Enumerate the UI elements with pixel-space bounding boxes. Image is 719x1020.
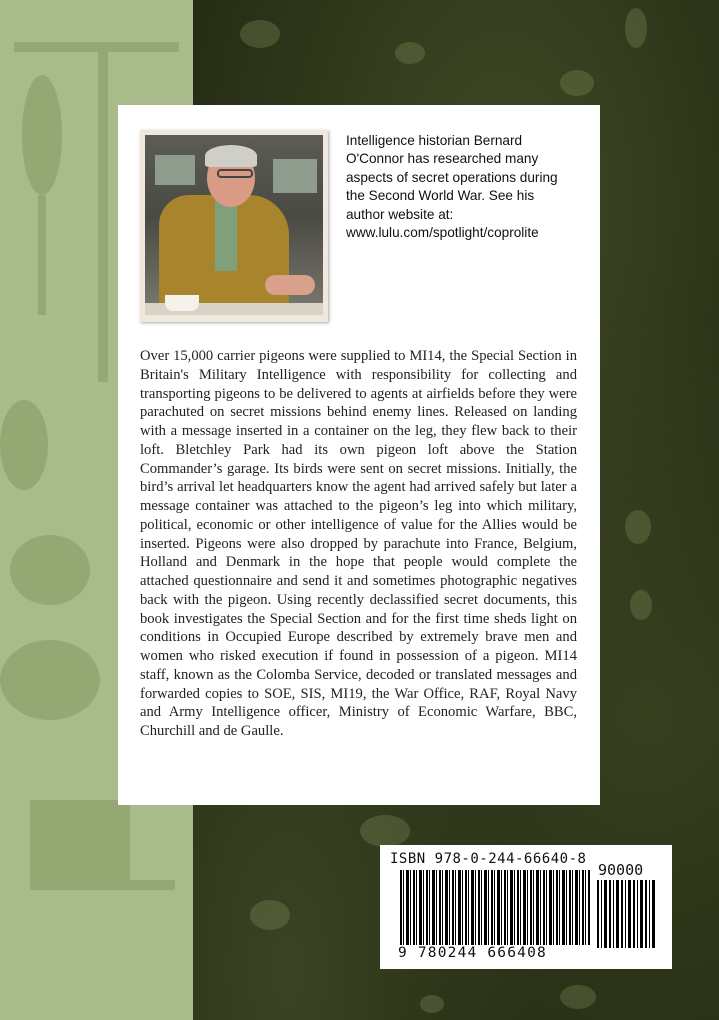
sign-board-decoration (30, 800, 130, 890)
photo-glasses (217, 169, 253, 178)
ean-digits: 9 780244 666408 (398, 945, 590, 961)
author-bio: Intelligence historian Bernard O'Connor has researched many aspects of secret operations during the Second World War. See his author website at: www.lulu.com/spotlight/coprolite (346, 133, 558, 241)
background-speck (560, 985, 596, 1009)
photo-hair (205, 145, 257, 167)
rake-handle-decoration (98, 52, 108, 382)
price-barcode-bars (597, 880, 655, 948)
background-speck (420, 995, 444, 1013)
author-photo (140, 130, 328, 322)
background-speck (625, 8, 647, 48)
photo-background-window (273, 159, 317, 193)
background-speck (560, 70, 594, 96)
butterfly-decoration (0, 640, 100, 720)
leaf-decoration (10, 535, 90, 605)
screwdriver-shaft-decoration (38, 195, 46, 315)
photo-shirt (215, 201, 237, 271)
beetle-decoration (0, 400, 48, 490)
background-speck (395, 42, 425, 64)
price-code: 90000 (598, 861, 644, 879)
author-photo-image (145, 135, 323, 315)
background-speck (630, 590, 652, 620)
ladder-decoration (115, 880, 175, 890)
screwdriver-handle-decoration (22, 75, 62, 195)
photo-cup (165, 295, 199, 311)
background-speck (625, 510, 651, 544)
isbn-text: ISBN 978-0-244-66640-8 (390, 851, 587, 867)
rake-head-decoration (14, 42, 179, 52)
background-speck (240, 20, 280, 48)
ean-barcode-bars (400, 870, 590, 948)
background-speck (250, 900, 290, 930)
book-blurb: Over 15,000 carrier pigeons were supplied to MI14, the Special Section in Britain's Military Intelligence with responsibility for collecting and transporting pigeons to be delivered to agents at airfields before they were parachuted on secret missions behind enemy lines. Released on landing with a message inserted in a container on the leg, they flew back to their loft. Bletchley Park had its own pigeon loft above the Station Commander’s garage. Its birds were sent on secret missions. Initially, the bird’s arrival let headquarters know the agent had arrived safely but later a message container was attached to the pigeon’s leg into which military, political, economic or other intelligence of value for the Allies would be inserted. Pigeons were also dropped by parachute into France, Belgium, Holland and Denmark in the hope that people would complete the attached questionnaire and send it and sometimes photographic negatives back with the pigeon. Using recently declassified secret documents, this book investigates the Special Section and for the first time sheds light on conditions in Occupied Europe described by extremely brave men and women who risked execution if found in possession of a pigeon. MI14 staff, known as the Colomba Service, decoded or translated messages and forwarded copies to SOE, SIS, MI19, the War Office, RAF, Royal Navy and Army Intelligence officer, Ministry of Economic Warfare, BBC, Churchill and de Gaulle. (140, 348, 577, 739)
background-speck (360, 815, 410, 847)
photo-hands (265, 275, 315, 295)
photo-background-window (155, 155, 195, 185)
